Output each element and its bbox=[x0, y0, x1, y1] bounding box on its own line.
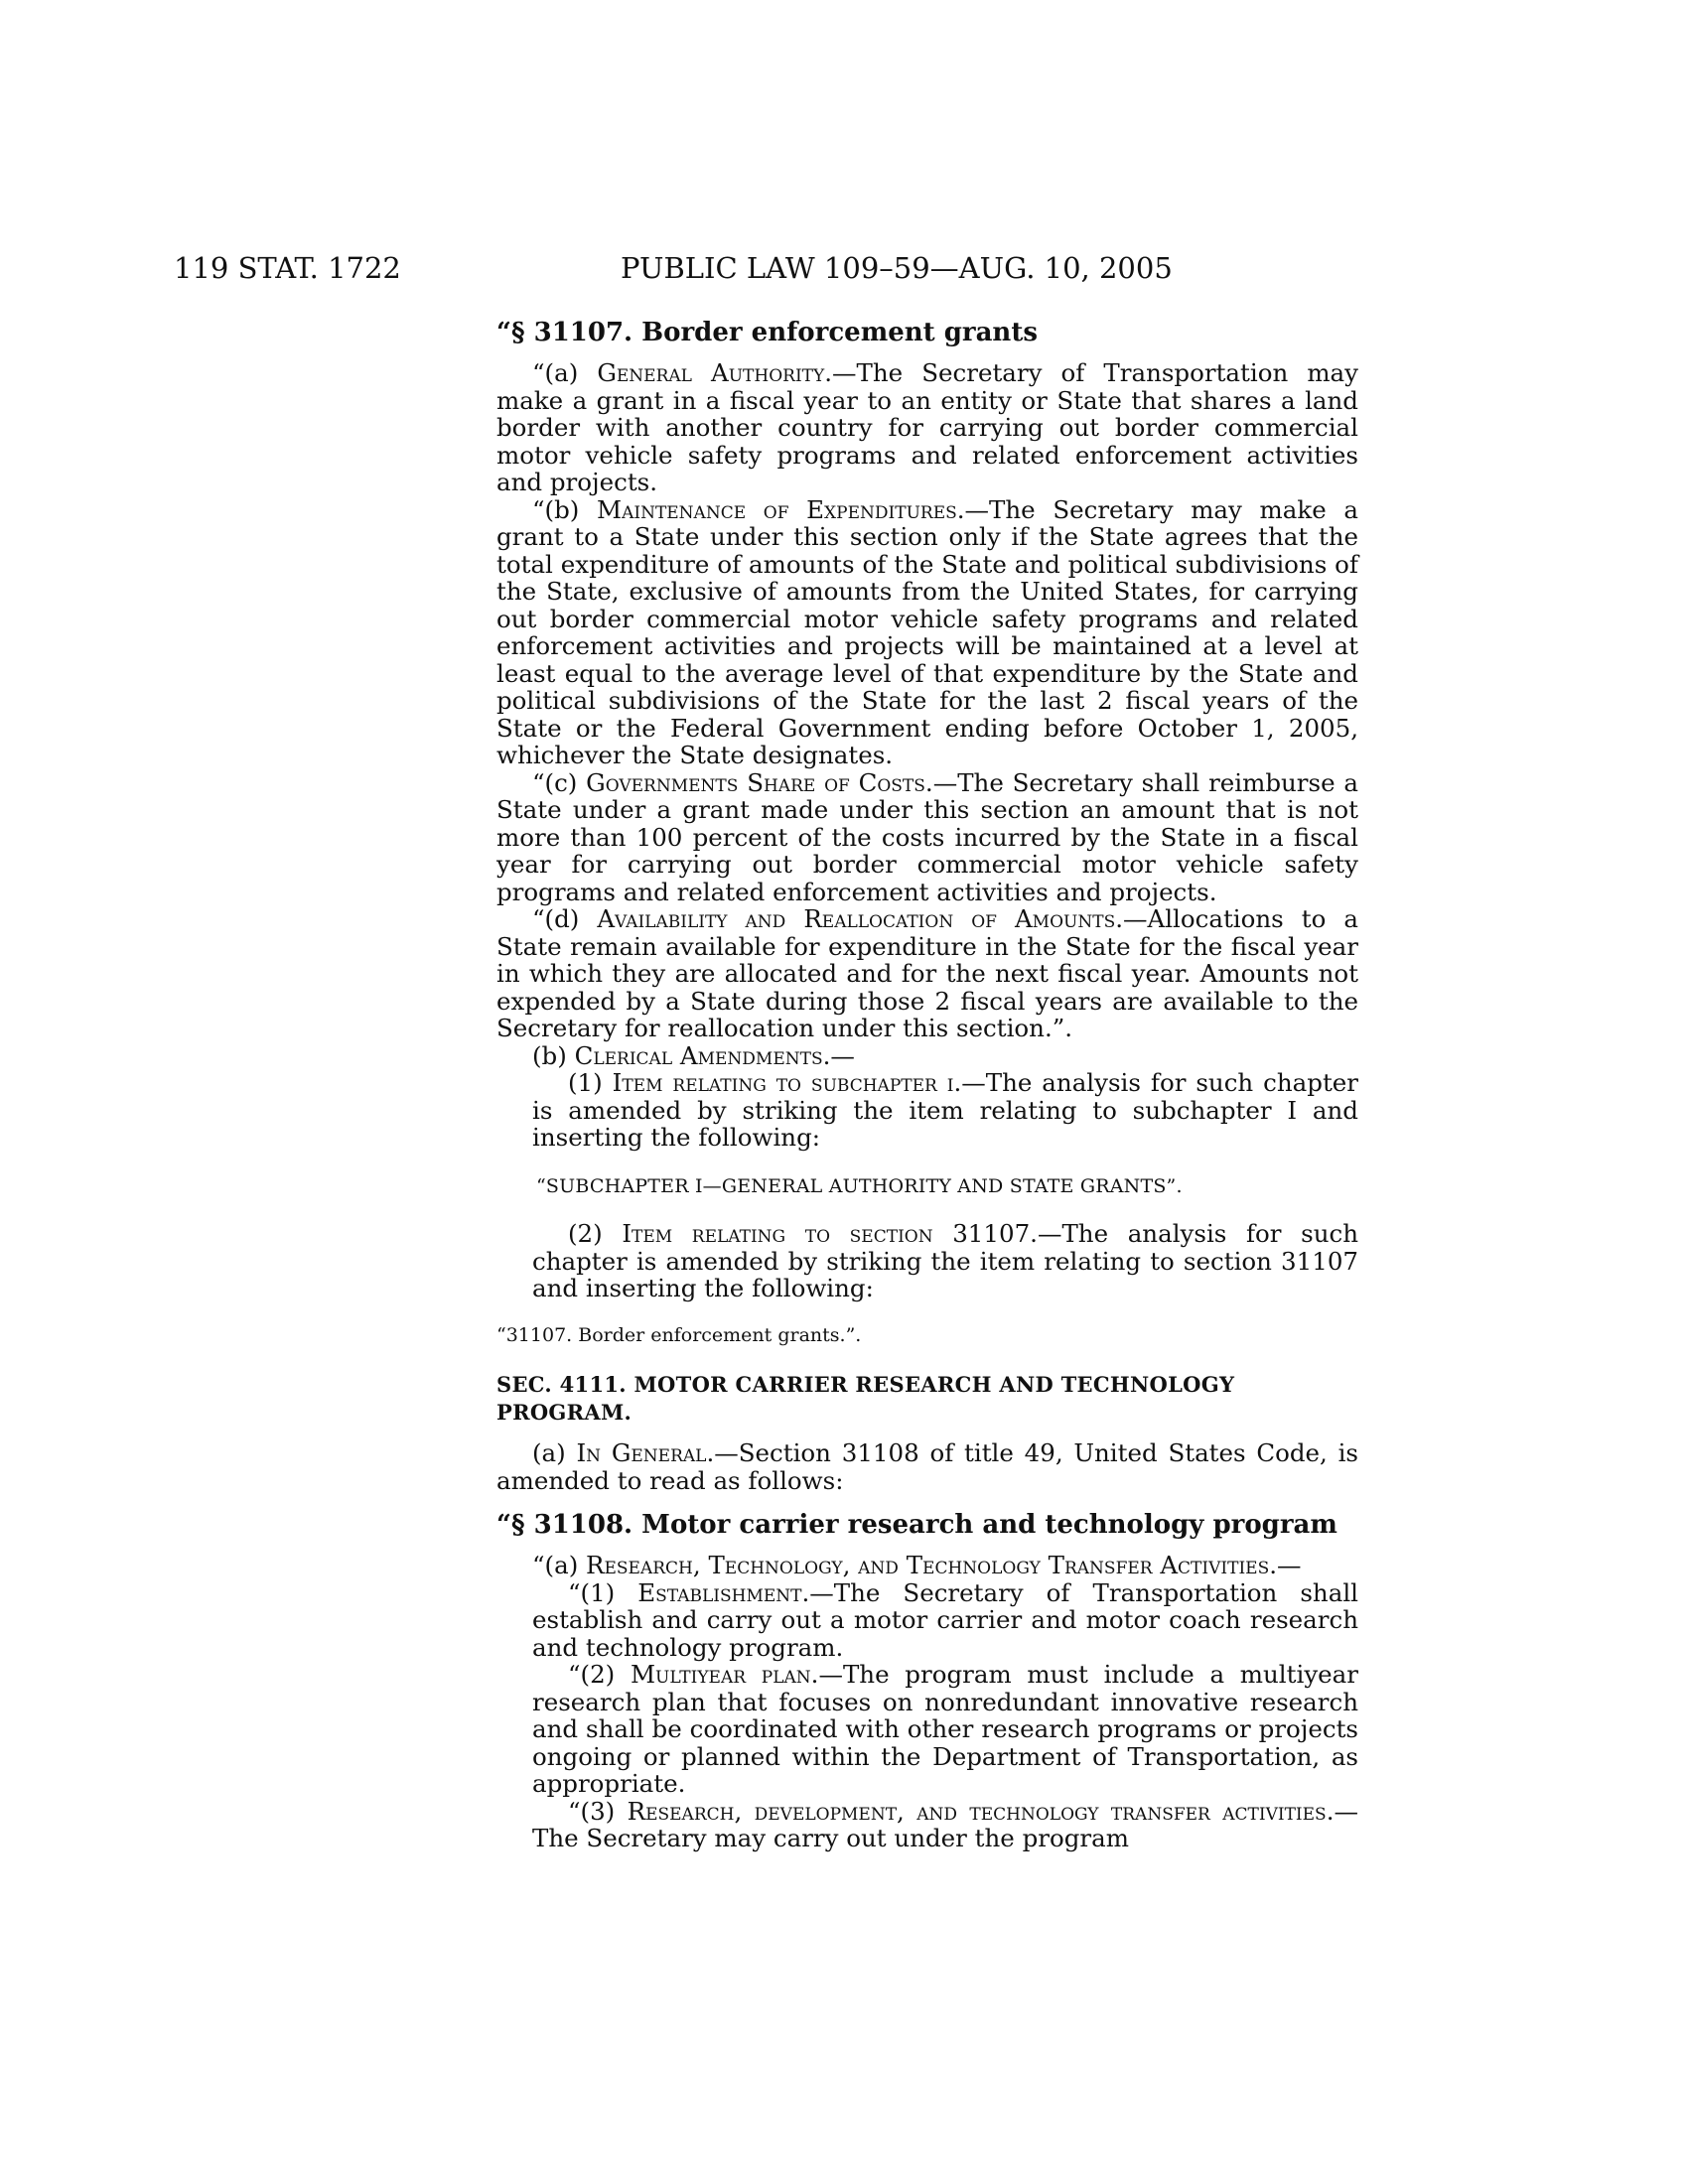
subsection-caption: General Authority. bbox=[597, 358, 833, 387]
s31107-subsection-d bbox=[496, 905, 1358, 1042]
subsection-caption: Availability and Reallocation of Amounts. bbox=[597, 904, 1124, 933]
paragraph-caption: Multiyear plan. bbox=[630, 1660, 819, 1689]
subsection-caption: In General. bbox=[576, 1438, 715, 1467]
subsection-caption: Research, Technology, and Technology Transfer Activities. bbox=[586, 1551, 1278, 1579]
public-law-running-head: PUBLIC LAW 109–59—AUG. 10, 2005 bbox=[621, 251, 1173, 285]
s31107-subsection-a bbox=[496, 359, 1358, 496]
subsection-caption: Clerical Amendments. bbox=[574, 1040, 831, 1070]
subsection-text: —The Secretary may make a grant to a State under this section only if the State agrees that the total expenditure of amounts of the State and political subdivisions of the State, exclusive of amounts from the United States, for carrying out border commercial motor vehicle safety programs and related enforcement activities and projects will be maintained at a level at least equal to the average level of that expenditure by the State and political subdivisions of the State for the last 2 fiscal years of the State or the Federal Government ending before October 1, 2005, whichever the State designates. bbox=[496, 494, 1358, 769]
s31108-paragraph-2 bbox=[496, 1661, 1358, 1798]
paragraph-text: —The analysis for such chapter is amended by striking the item relating to subchapter I and inserting the following: bbox=[532, 1068, 1358, 1152]
sec4111-subsection-a bbox=[496, 1439, 1358, 1494]
clerical-item-2 bbox=[496, 1220, 1358, 1302]
paragraph-text: —The program must include a multiyear research plan that focuses on nonredundant innovative research and shall be coordinated with other research programs or projects ongoing or planned within the Department of Transportation, as appropriate. bbox=[532, 1660, 1358, 1798]
subsection-caption: Maintenance of Expenditures. bbox=[596, 494, 965, 524]
paragraph-caption: Item relating to subchapter i. bbox=[612, 1068, 962, 1097]
s31107-subsection-c bbox=[496, 769, 1358, 906]
s31108-subsection-a bbox=[496, 1552, 1358, 1579]
paragraph-text: —The analysis for such chapter is amended by striking the item relating to section 31107 and inserting the following: bbox=[532, 1219, 1358, 1302]
section-31108-heading: “§ 31108. Motor carrier research and technology program bbox=[496, 1510, 1337, 1540]
paragraph-label: “(3) bbox=[568, 1796, 628, 1826]
paragraph-caption: Establishment. bbox=[637, 1577, 810, 1607]
s31107-subsection-b bbox=[496, 496, 1358, 769]
s31108-paragraph-1 bbox=[496, 1579, 1358, 1662]
subsection-label: “(d) bbox=[532, 904, 598, 933]
subsection-label: “(a) bbox=[532, 1551, 587, 1579]
clerical-item-1 bbox=[496, 1069, 1358, 1152]
paragraph-text: —The Secretary may carry out under the program bbox=[532, 1796, 1358, 1852]
inserted-analysis-item: “31107. Border enforcement grants.”. bbox=[496, 1323, 862, 1346]
clerical-amendments bbox=[496, 1042, 1358, 1070]
subsection-label: “(b) bbox=[532, 494, 597, 524]
section-31107-heading: “§ 31107. Border enforcement grants bbox=[496, 318, 1038, 347]
section-4111-title: SEC. 4111. MOTOR CARRIER RESEARCH AND TECHNOLOGY PROGRAM. bbox=[496, 1372, 1235, 1425]
paragraph-text: —The Secretary of Transportation shall establish and carry out a motor carrier and motor coach research and technology program. bbox=[532, 1577, 1358, 1662]
paragraph-caption: Research, development, and technology transfer activities. bbox=[627, 1796, 1335, 1826]
subsection-label: (a) bbox=[532, 1438, 577, 1467]
subsection-text: —Section 31108 of title 49, United States Code, is amended to read as follows: bbox=[496, 1438, 1359, 1495]
paragraph-label: “(1) bbox=[568, 1577, 638, 1607]
subsection-text: —Allocations to a State remain available for expenditure in the State for the fiscal year in which they are allocated and for the next fiscal year. Amounts not expended by a State during those 2 fiscal years are available to the Secretary for reallocation under this section.”. bbox=[496, 904, 1358, 1042]
subsection-label: (b) bbox=[532, 1040, 575, 1070]
em-dash: — bbox=[830, 1040, 855, 1070]
paragraph-label: “(2) bbox=[568, 1660, 631, 1689]
subsection-text: —The Secretary of Transportation may make a grant in a fiscal year to an entity or State that shares a land border with another country for carrying out border commercial motor vehicle safety programs and related enforcement activities and projects. bbox=[496, 358, 1358, 496]
s31108-paragraph-3 bbox=[496, 1798, 1358, 1852]
paragraph-label: (1) bbox=[568, 1068, 613, 1097]
document-body bbox=[496, 318, 1358, 1852]
stat-citation: 119 STAT. 1722 bbox=[174, 251, 401, 285]
subsection-label: “(c) bbox=[532, 767, 587, 797]
subsection-text: —The Secretary shall reimburse a State under a grant made under this section an amount that is not more than 100 percent of the costs incurred by the State in a fiscal year for carrying out border commercial motor vehicle safety programs and related enforcement activities and projects. bbox=[496, 767, 1358, 906]
paragraph-label: (2) bbox=[568, 1219, 623, 1248]
subsection-caption: Governments Share of Costs. bbox=[586, 767, 933, 797]
em-dash: — bbox=[1277, 1551, 1302, 1579]
inserted-subchapter-heading: “SUBCHAPTER I—GENERAL AUTHORITY AND STATE GRANTS”. bbox=[536, 1174, 1183, 1197]
subsection-label: “(a) bbox=[532, 358, 598, 387]
paragraph-caption: Item relating to section 31107. bbox=[622, 1219, 1038, 1248]
